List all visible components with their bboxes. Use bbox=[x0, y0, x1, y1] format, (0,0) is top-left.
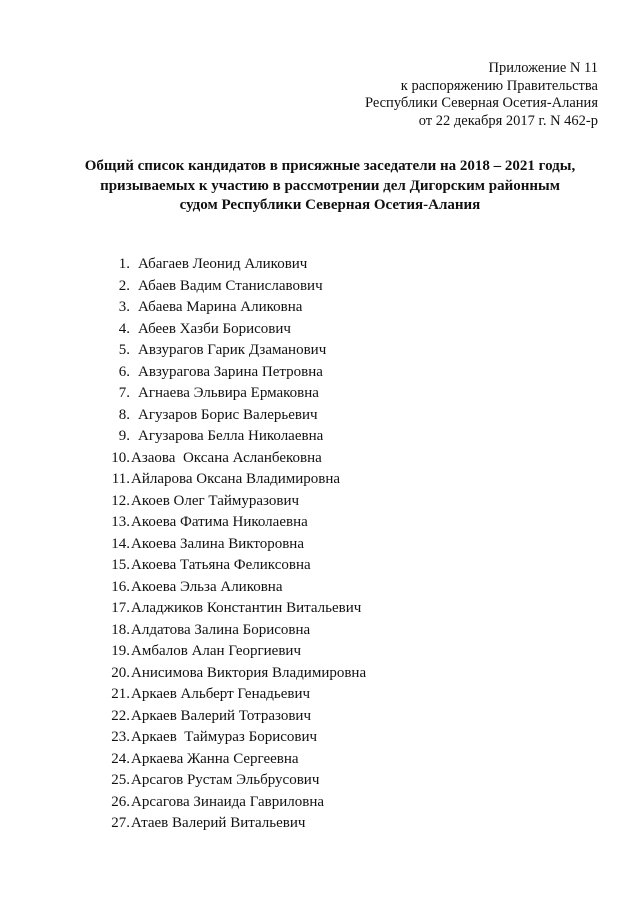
item-number: 17. bbox=[111, 600, 130, 616]
item-name: Арсагов Рустам Эльбрусович bbox=[131, 772, 320, 788]
list-item bbox=[100, 319, 366, 341]
item-name: Акоева Татьяна Феликсовна bbox=[131, 557, 311, 573]
item-number: 6. bbox=[118, 363, 130, 380]
item-number: 2. bbox=[118, 277, 130, 294]
item-number: 1. bbox=[118, 256, 130, 272]
item-number: 3. bbox=[118, 299, 130, 315]
list-item bbox=[100, 813, 366, 835]
list-item bbox=[100, 276, 366, 298]
item-name: Абагаев Леонид Аликович bbox=[138, 256, 308, 272]
item-number: 27. bbox=[111, 815, 130, 831]
item-name: Анисимова Виктория Владимировна bbox=[131, 664, 367, 681]
title-line-3: судом Республики Северная Осетия-Алания bbox=[179, 197, 481, 213]
list-item bbox=[100, 555, 366, 577]
item-number: 19. bbox=[111, 643, 130, 659]
item-name: Абаева Марина Аликовна bbox=[138, 299, 303, 315]
item-number: 4. bbox=[118, 320, 130, 337]
list-item bbox=[100, 362, 366, 384]
item-name: Аркаев Таймураз Борисович bbox=[131, 729, 318, 745]
item-name: Абаев Вадим Станиславович bbox=[138, 277, 323, 294]
item-number: 11. bbox=[111, 471, 130, 487]
item-name: Аркаев Валерий Тотразович bbox=[131, 707, 312, 724]
appendix-republic: Республики Северная Осетия-Алания bbox=[364, 95, 598, 111]
item-name: Амбалов Алан Георгиевич bbox=[131, 643, 301, 659]
list-item bbox=[100, 469, 366, 491]
item-number: 9. bbox=[118, 428, 130, 444]
item-number: 13. bbox=[111, 514, 130, 530]
item-name: Акоева Фатима Николаевна bbox=[131, 514, 308, 530]
list-item bbox=[100, 491, 366, 513]
list-item bbox=[100, 641, 366, 663]
list-item bbox=[100, 706, 366, 728]
item-name: Аркаева Жанна Сергеевна bbox=[131, 750, 299, 767]
appendix-header bbox=[365, 60, 598, 130]
item-number: 5. bbox=[118, 342, 130, 358]
list-item bbox=[100, 684, 366, 706]
item-name: Айларова Оксана Владимировна bbox=[131, 471, 341, 487]
item-name: Арсагова Зинаида Гавриловна bbox=[131, 793, 325, 810]
item-number: 14. bbox=[111, 535, 130, 552]
list-item bbox=[100, 620, 366, 642]
item-name: Азаова Оксана Асланбековна bbox=[131, 449, 322, 466]
item-number: 23. bbox=[111, 729, 130, 745]
item-name: Акоева Залина Викторовна bbox=[131, 535, 304, 552]
title-line-2: призываемых к участию в рассмотрении дел Дигорским районным bbox=[100, 177, 560, 194]
item-name: Аркаев Альберт Генадьевич bbox=[131, 686, 311, 702]
item-name: Акоев Олег Таймуразович bbox=[131, 492, 300, 509]
item-number: 25. bbox=[111, 772, 130, 788]
item-number: 10. bbox=[111, 449, 130, 466]
list-item bbox=[100, 727, 366, 749]
candidate-list bbox=[100, 254, 366, 835]
appendix-order-ref: к распоряжению Правительства bbox=[400, 77, 598, 94]
item-name: Агузарова Белла Николаевна bbox=[138, 428, 324, 444]
item-name: Абеев Хазби Борисович bbox=[138, 320, 291, 337]
appendix-number: Приложение N 11 bbox=[488, 60, 598, 76]
item-number: 24. bbox=[111, 750, 130, 767]
item-name: Авзурагова Зарина Петровна bbox=[138, 363, 323, 380]
item-number: 22. bbox=[111, 707, 130, 724]
list-item bbox=[100, 792, 366, 814]
item-name: Аладжиков Константин Витальевич bbox=[131, 600, 362, 616]
list-item bbox=[100, 598, 366, 620]
item-number: 7. bbox=[118, 385, 130, 401]
list-item bbox=[100, 254, 366, 276]
item-number: 12. bbox=[111, 492, 130, 509]
item-number: 15. bbox=[111, 557, 130, 573]
item-number: 20. bbox=[111, 664, 130, 681]
list-item bbox=[100, 297, 366, 319]
list-item bbox=[100, 383, 366, 405]
list-item bbox=[100, 340, 366, 362]
document-title bbox=[60, 157, 600, 216]
item-number: 16. bbox=[111, 578, 130, 595]
list-item bbox=[100, 512, 366, 534]
list-item bbox=[100, 749, 366, 771]
item-name: Акоева Эльза Аликовна bbox=[131, 578, 283, 595]
list-item bbox=[100, 405, 366, 427]
item-number: 26. bbox=[111, 793, 130, 810]
item-name: Авзурагов Гарик Дзаманович bbox=[138, 342, 327, 358]
item-name: Агузаров Борис Валерьевич bbox=[138, 406, 318, 423]
item-name: Алдатова Залина Борисовна bbox=[131, 621, 311, 638]
appendix-date: от 22 декабря 2017 г. N 462-р bbox=[418, 112, 598, 129]
list-item bbox=[100, 770, 366, 792]
item-name: Агнаева Эльвира Ермаковна bbox=[138, 385, 319, 401]
item-name: Атаев Валерий Витальевич bbox=[131, 815, 306, 831]
list-item bbox=[100, 577, 366, 599]
list-item bbox=[100, 534, 366, 556]
list-item bbox=[100, 663, 366, 685]
item-number: 21. bbox=[111, 686, 130, 702]
item-number: 8. bbox=[118, 406, 130, 423]
list-item bbox=[100, 448, 366, 470]
item-number: 18. bbox=[111, 621, 130, 638]
title-line-1: Общий список кандидатов в присяжные заседатели на 2018 – 2021 годы, bbox=[84, 158, 576, 174]
list-item bbox=[100, 426, 366, 448]
